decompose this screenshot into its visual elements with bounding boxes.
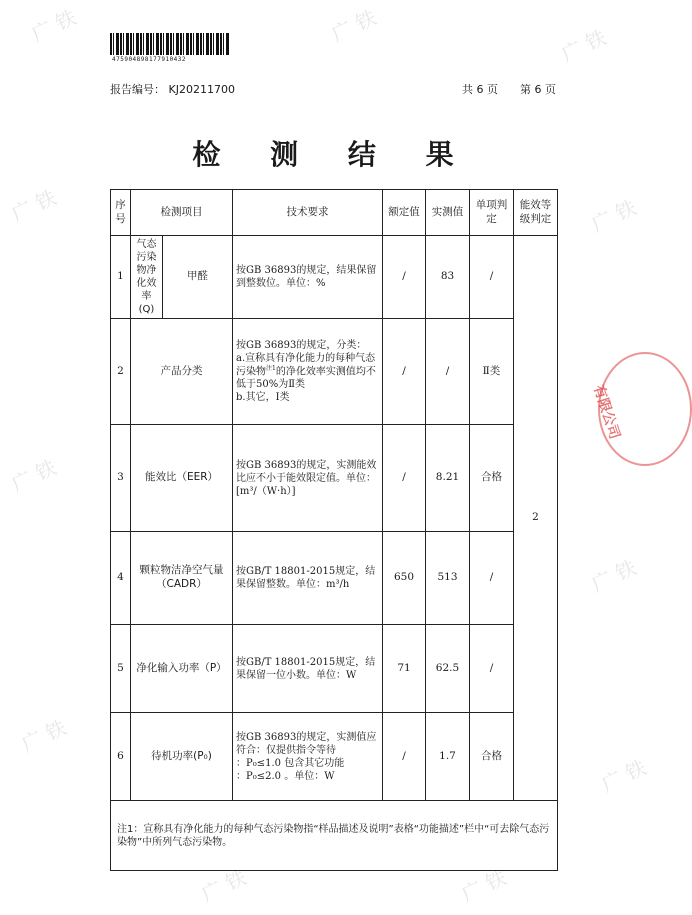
requirement: 按GB/T 18801-2015规定，结果保留整数。单位：m³/h	[233, 532, 383, 625]
header-requirement: 技术要求	[233, 190, 383, 236]
barcode-number: 475904898177910432	[112, 56, 187, 63]
requirement	[233, 713, 383, 801]
requirement	[233, 319, 383, 425]
header-seq: 序号	[111, 190, 131, 236]
row-number: 1	[111, 236, 131, 319]
measured-value: /	[426, 319, 470, 425]
item-name: 净化输入功率（P）	[131, 625, 233, 713]
single-verdict: 合格	[470, 425, 514, 532]
rated-value: /	[383, 236, 426, 319]
rated-value: 650	[383, 532, 426, 625]
page-indicator	[462, 81, 556, 97]
item-category: 气态污染物净化效率(Q)	[131, 236, 163, 319]
item-name: 颗粒物洁净空气量（CADR）	[131, 532, 233, 625]
watermark: 广 铁	[7, 455, 60, 497]
single-verdict: /	[470, 236, 514, 319]
results-table	[110, 189, 558, 871]
row-number: 3	[111, 425, 131, 532]
grade-verdict: 2	[514, 236, 558, 801]
rated-value: 71	[383, 625, 426, 713]
measured-value: 8.21	[426, 425, 470, 532]
watermark: 广 铁	[557, 25, 610, 67]
watermark: 广 铁	[457, 865, 510, 907]
report-number	[110, 81, 235, 97]
requirement: 按GB 36893的规定，结果保留到整数位。单位：%	[233, 236, 383, 319]
requirement-line: ：P₀≤1.0 包含其它功能	[236, 757, 345, 769]
requirement: 按GB 36893的规定，实测能效比应不小于能效限定值。单位：[m³/（W·h）]	[233, 425, 383, 532]
measured-value: 83	[426, 236, 470, 319]
table-row	[111, 625, 558, 713]
item-name: 产品分类	[131, 319, 233, 425]
watermark: 广 铁	[197, 865, 250, 907]
measured-value: 513	[426, 532, 470, 625]
row-number: 5	[111, 625, 131, 713]
page-title: 检 测 结 果	[192, 138, 474, 171]
item-name: 能效比（EER）	[131, 425, 233, 532]
requirement-line: 按GB 36893的规定，分类：	[236, 339, 367, 351]
requirement-line: 的净化效率实测值均不低于50%为Ⅱ类	[236, 366, 376, 391]
watermark: 广 铁	[597, 755, 650, 797]
table-footnote: 注1：宣称具有净化能力的每种气态污染物指“样品描述及说明”表格“功能描述”栏中“可去除气态污染物”中所列气态污染物。	[111, 801, 558, 871]
current-page: 第 6 页	[520, 83, 556, 96]
table-note-row	[111, 801, 558, 871]
requirement-line: b.其它，Ⅰ类	[236, 392, 290, 404]
header-grade-verdict: 能效等级判定	[514, 190, 558, 236]
header-measured: 实测值	[426, 190, 470, 236]
header-item: 检测项目	[131, 190, 233, 236]
watermark: 广 铁	[587, 195, 640, 237]
rated-value: /	[383, 713, 426, 801]
single-verdict: /	[470, 625, 514, 713]
table-row	[111, 236, 558, 319]
report-number-value: KJ20211700	[168, 83, 235, 96]
item-name: 甲醛	[163, 236, 233, 319]
single-verdict: 合格	[470, 713, 514, 801]
table-row	[111, 532, 558, 625]
requirement-line: 按GB 36893的规定，实测值应符合：仅提供指令等待	[236, 731, 377, 756]
watermark: 广 铁	[327, 5, 380, 47]
watermark: 广 铁	[27, 5, 80, 47]
item-name: 待机功率(P₀)	[131, 713, 233, 801]
footnote-marker: 注1	[266, 364, 276, 372]
total-pages: 共 6 页	[462, 83, 498, 96]
measured-value: 1.7	[426, 713, 470, 801]
report-number-label: 报告编号：	[110, 83, 165, 96]
single-verdict: /	[470, 532, 514, 625]
rated-value: /	[383, 425, 426, 532]
table-row	[111, 713, 558, 801]
measured-value: 62.5	[426, 625, 470, 713]
company-seal	[589, 352, 692, 466]
watermark: 广 铁	[17, 715, 70, 757]
row-number: 2	[111, 319, 131, 425]
seal-text: 有限公司	[589, 382, 623, 442]
watermark: 广 铁	[587, 555, 640, 597]
table-row	[111, 425, 558, 532]
header-rated: 额定值	[383, 190, 426, 236]
watermark: 广 铁	[7, 185, 60, 227]
rated-value: /	[383, 319, 426, 425]
requirement: 按GB/T 18801-2015规定，结果保留一位小数。单位：W	[233, 625, 383, 713]
single-verdict: Ⅱ类	[470, 319, 514, 425]
barcode	[110, 33, 230, 55]
requirement-line: ：P₀≤2.0 。单位：W	[236, 770, 335, 782]
table-header-row	[111, 190, 558, 236]
requirement-line: a.宣称具有净化能力的每种气态污染物	[236, 352, 376, 378]
row-number: 4	[111, 532, 131, 625]
table-row	[111, 319, 558, 425]
header-single-verdict: 单项判定	[470, 190, 514, 236]
row-number: 6	[111, 713, 131, 801]
